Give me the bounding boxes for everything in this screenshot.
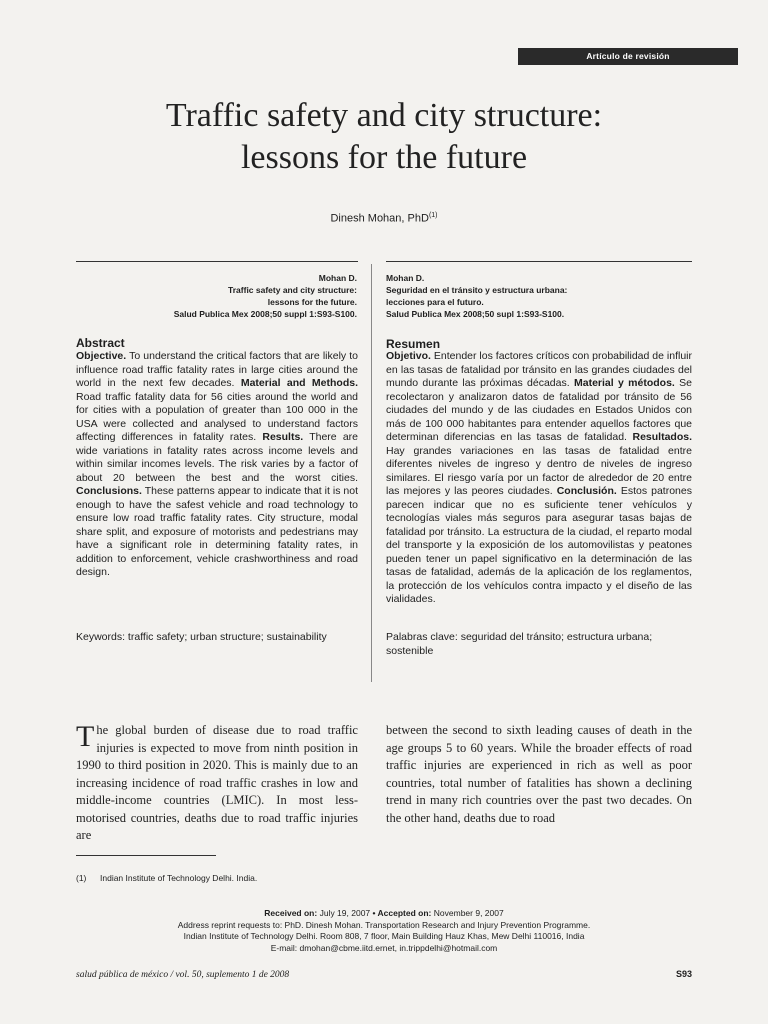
page-number: S93 (675, 969, 692, 979)
resultados-label: Resultados. (632, 431, 692, 443)
running-footer: salud pública de méxico / vol. 50, suplemento 1 de 2008 (76, 970, 290, 980)
footnote (76, 873, 257, 883)
conclusion-label: Conclusión. (556, 485, 617, 497)
received-date: July 19, 2007 (319, 908, 371, 918)
column-divider (371, 264, 372, 682)
results-label: Results. (262, 431, 304, 443)
article-title (0, 95, 768, 179)
methods-label: Material and Methods. (240, 377, 358, 389)
footnote-mark: (1) (76, 873, 87, 883)
citation-spanish (386, 272, 686, 320)
abstract-text (76, 350, 358, 580)
author-line (0, 212, 768, 225)
citation-english (75, 272, 357, 320)
resultados-text: Hay grandes variaciones en las tasas de fatalidad entre diferentes niveles de ingreso y dentro de niveles de ingreso similares. El riesgo varía por un factor de alrededor de 20 entre las mejores y las peores ciudades. (386, 444, 692, 497)
metodos-text: Se recolectaron y analizaron datos de fatalidad por tránsito de 56 ciudades del mundo y de las ciudades en Estados Unidos con más de 100 000 habitantes para entender aquellos factores que determinan diferencias en las tasas de fatalidad. (386, 377, 692, 443)
citation-title-1: Traffic safety and city structure: (228, 285, 357, 295)
accepted-date: November 9, 2007 (433, 908, 504, 918)
conclusions-label: Conclusions. (76, 485, 142, 497)
received-separator: • (370, 908, 378, 918)
title-line-1: Traffic safety and city structure: (165, 97, 603, 134)
objetivo-label: Objetivo. (386, 350, 431, 362)
rule-right (386, 261, 692, 262)
cita-revista: Salud Publica Mex 2008;50 supl 1:S93-S100. (386, 309, 565, 319)
conclusion-text: Estos patrones parecen indicar que no es suficiente tener vehículos y tecnologías viales más seguros para asegurar tasas bajas de fatalidad por tránsito. La estructura de la ciudad, el reparto modal del transporte y la exposición de los automovilistas y peatones pueden tener un papel significativo en la determinación de las tasas de fatalidad, además de la aplicación de los reglamentos, la protección de los vehículos contra impacto y el diseño de las vialidades. (386, 485, 692, 605)
body-col1-text: he global burden of disease due to road traffic injuries is expected to move from ninth position in 1990 to third position in 2020. This is mainly due to an increasing incidence of road traffic crashes in low and middle-income countries (LMIC). In most less-motorised countries, deaths due to road traffic injuries are (76, 723, 358, 842)
received-line (0, 908, 768, 920)
footnote-rule (76, 855, 216, 856)
rule-left (76, 261, 358, 262)
resumen-heading: Resumen (386, 337, 441, 351)
title-line-2: lessons for the future (240, 139, 528, 176)
section-badge: Artículo de revisión (518, 48, 738, 65)
cita-autor: Mohan D. (386, 273, 425, 283)
methods-text: Road traffic fatality data for 56 cities around the world and for cities with a population of greater than 100 000 in the USA were collected and analysed to understand factors affecting differences in fatality rates. (76, 390, 358, 443)
citation-title-2: lessons for the future. (267, 297, 357, 307)
objetivo-text: Entender los factores críticos con probabilidad de influir en las tasas de fatalidad por tránsito en las grandes ciudades del mundo durante las próximas décadas. (386, 350, 692, 389)
received-label: Received on: (264, 908, 318, 918)
body-column-2: between the second to sixth leading causes of death in the age groups 5 to 60 years. While the broader effects of road traffic injuries are experienced in rich as well as poor countries, total number of fatalities has shown a declining trend in many rich countries over the past two decades. On the other hand, deaths due to road (386, 723, 692, 825)
drop-cap: T (76, 720, 95, 753)
citation-author: Mohan D. (318, 273, 357, 283)
conclusions-text: These patterns appear to indicate that it is not enough to have the safest vehicle and road technology to ensure low road traffic fatality rates. City structure, modal share split, and exposure of motorists and pedestrians may have a significant role in determining fatality rates, in addition to enforcement, vehicle crashworthiness and road design. (76, 485, 358, 578)
author-affiliation-mark: (1) (428, 212, 438, 219)
email-line: E-mail: dmohan@cbme.iitd.ernet, in.trippdelhi@hotmail.com (270, 942, 498, 953)
received-block (0, 908, 768, 954)
cita-titulo-1: Seguridad en el tránsito y estructura urbana: (386, 285, 568, 295)
cita-titulo-2: lecciones para el futuro. (386, 297, 484, 307)
citation-journal: Salud Publica Mex 2008;50 suppl 1:S93-S100. (173, 309, 357, 319)
author-name: Dinesh Mohan, PhD (330, 212, 429, 225)
objective-text: To understand the critical factors that are likely to influence road traffic fatality rates in large cities around the world in the next few decades. (76, 350, 358, 389)
metodos-label: Material y métodos. (573, 377, 675, 389)
resumen-text (386, 350, 692, 607)
reprint-address-line: Address reprint requests to: PhD. Dinesh Mohan. Transportation Research and Injury Prevention Programme. (177, 919, 591, 930)
accepted-label: Accepted on: (377, 908, 432, 918)
objective-label: Objective. (76, 350, 127, 362)
results-text: There are wide variations in fatality rates across income levels and within similar incomes levels. The risk varies by a factor of about 20 between the best and the worst cities. (76, 431, 358, 484)
keywords: Keywords: traffic safety; urban structure; sustainability (76, 631, 327, 643)
footnote-text: Indian Institute of Technology Delhi. India. (100, 873, 258, 883)
body-column-1 (76, 722, 358, 845)
abstract-heading: Abstract (76, 336, 125, 350)
palabras-clave: Palabras clave: seguridad del tránsito; estructura urbana; sostenible (386, 631, 653, 657)
institution-address-line: Indian Institute of Technology Delhi. Room 808, 7 floor, Main Building Hauz Khas, Mew Delhi 110016, India (183, 931, 585, 941)
